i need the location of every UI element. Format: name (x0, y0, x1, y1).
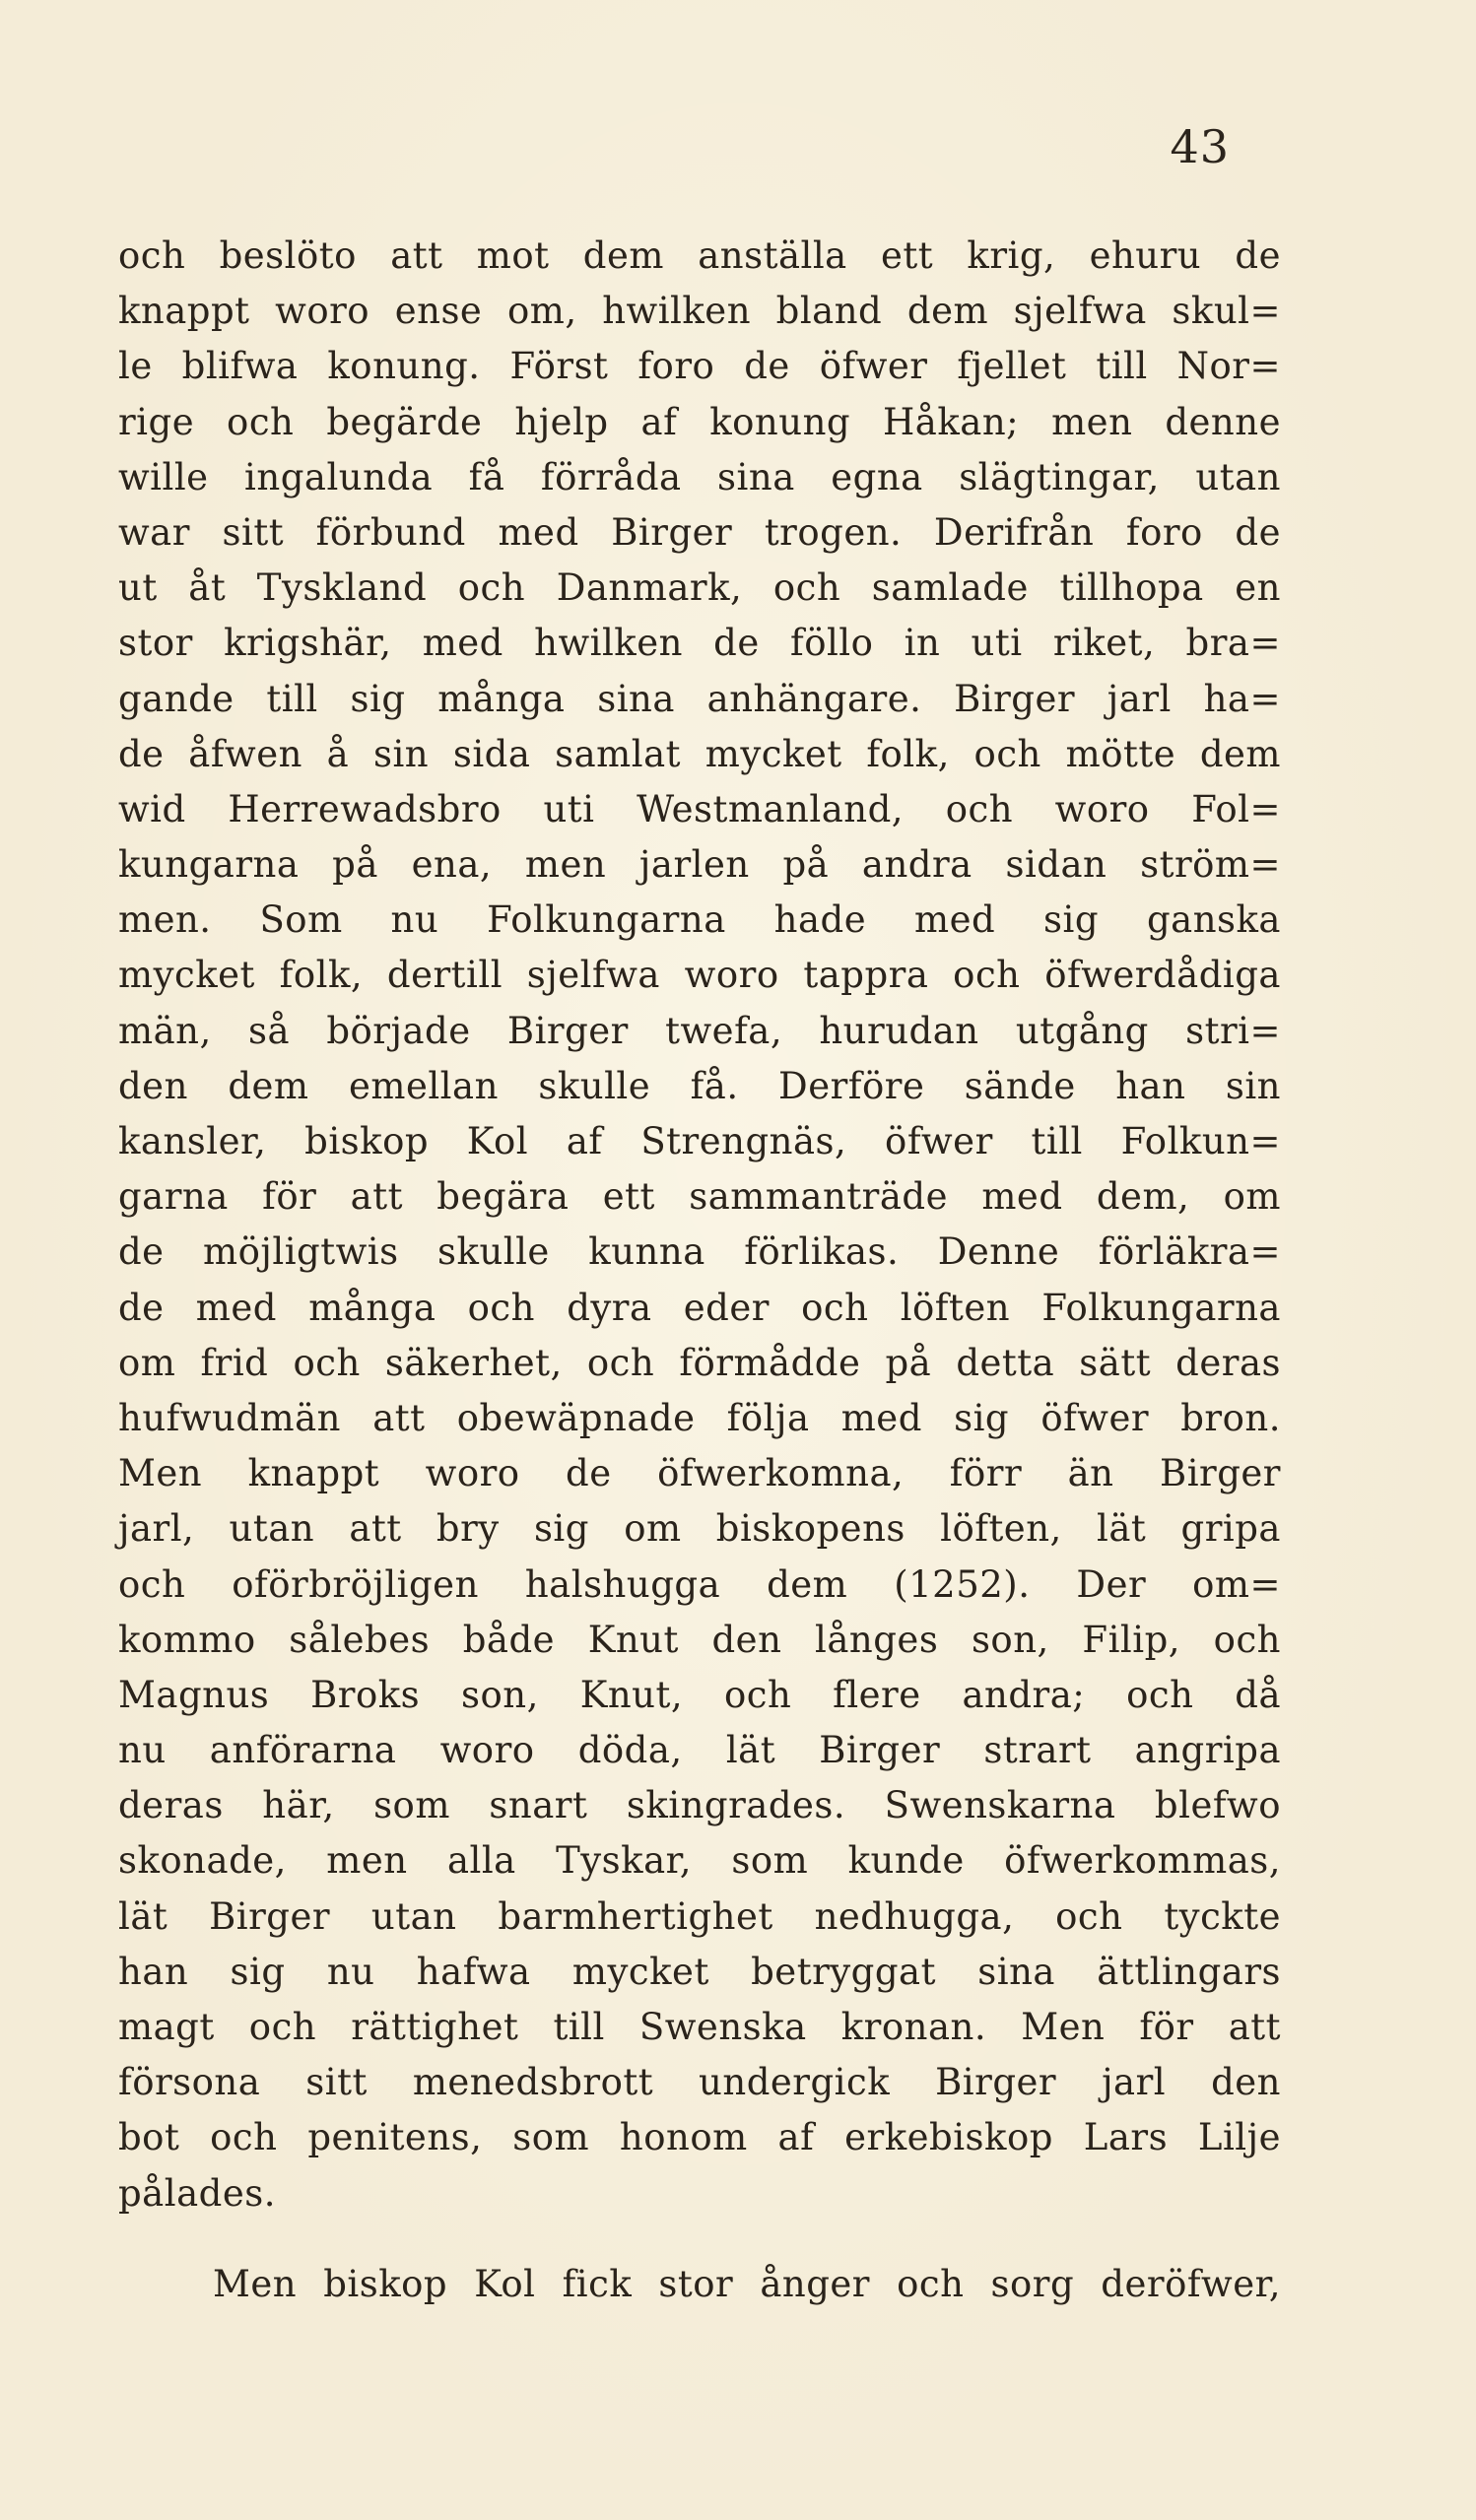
text-line: och oförbröjligen halshugga dem (1252). Der om= (118, 1562, 1281, 1606)
text-line: stor krigshär, med hwilken de föllo in uti riket, bra= (118, 622, 1281, 665)
text-line: Magnus Broks son, Knut, och flere andra; och då (118, 1673, 1281, 1716)
text-line: de med många och dyra eder och löften Folkungarna (118, 1286, 1281, 1329)
text-line: den dem emellan skulle få. Derföre sände han sin (118, 1064, 1281, 1107)
text-line: Men knappt woro de öfwerkomna, förr än Birger (118, 1452, 1281, 1495)
text-line: kansler, biskop Kol af Strengnäs, öfwer till Folkun= (118, 1120, 1281, 1162)
text-line: Men biskop Kol fick stor ånger och sorg deröfwer, (213, 2262, 1281, 2305)
paragraph-gap (118, 2222, 1281, 2257)
text-line: kommo sålebes både Knut den långes son, Filip, och (118, 1618, 1281, 1661)
text-line: ut åt Tyskland och Danmark, och samlade tillhopa en (118, 566, 1281, 610)
text-line: mycket folk, dertill sjelfwa woro tappra och öfwerdådiga (118, 954, 1281, 997)
paragraph (118, 2257, 1281, 2312)
text-line: magt och rättighet till Swenska kronan. Men för att (118, 2006, 1281, 2048)
text-line: lät Birger utan barmhertighet nedhugga, och tyckte (118, 1894, 1281, 1938)
text-line: försona sitt menedsbrott undergick Birger jarl den (118, 2061, 1281, 2104)
text-line: nu anförarna woro döda, lät Birger strart angripa (118, 1729, 1281, 1772)
paragraph (118, 229, 1281, 2222)
text-line: skonade, men alla Tyskar, som kunde öfwerkommas, (118, 1839, 1281, 1883)
text-line: om frid och säkerhet, och förmådde på detta sätt deras (118, 1341, 1281, 1384)
text-line: kungarna på ena, men jarlen på andra sidan ström= (118, 843, 1281, 887)
text-line: deras här, som snart skingrades. Swenskarna blefwo (118, 1784, 1281, 1827)
text-line: rige och begärde hjelp af konung Håkan; men denne (118, 400, 1281, 443)
text-line: han sig nu hafwa mycket betryggat sina ättlingars (118, 1950, 1281, 1993)
text-line: bot och penitens, som honom af erkebiskop Lars Lilje (118, 2116, 1281, 2159)
text-line: gande till sig många sina anhängare. Birger jarl ha= (118, 677, 1281, 720)
text-line: wid Herrewadsbro uti Westmanland, och woro Fol= (118, 787, 1281, 830)
text-line: war sitt förbund med Birger trogen. Derifrån foro de (118, 510, 1281, 554)
text-line: de åfwen å sin sida samlat mycket folk, och mötte dem (118, 732, 1281, 775)
text-line: hufwudmän att obewäpnade följa med sig öfwer bron. (118, 1396, 1281, 1439)
text-line: wille ingalunda få förråda sina egna slägtingar, utan (118, 455, 1281, 498)
text-line: de möjligtwis skulle kunna förlikas. Denne förläkra= (118, 1230, 1281, 1274)
text-line: garna för att begära ett sammanträde med dem, om (118, 1175, 1281, 1219)
text-line: män, så började Birger twefa, hurudan utgång stri= (118, 1009, 1281, 1052)
text-line: men. Som nu Folkungarna hade med sig ganska (118, 898, 1281, 942)
text-line: jarl, utan att bry sig om biskopens löften, lät gripa (118, 1507, 1281, 1551)
text-line: knappt woro ense om, hwilken bland dem sjelfwa skul= (118, 290, 1281, 333)
body-text (118, 229, 1281, 2312)
text-line: pålades. (118, 2171, 276, 2215)
text-line: och beslöto att mot dem anställa ett krig, ehuru de (118, 234, 1281, 277)
page-number: 43 (1170, 120, 1230, 173)
text-line: le blifwa konung. Först foro de öfwer fjellet till Nor= (118, 345, 1281, 388)
